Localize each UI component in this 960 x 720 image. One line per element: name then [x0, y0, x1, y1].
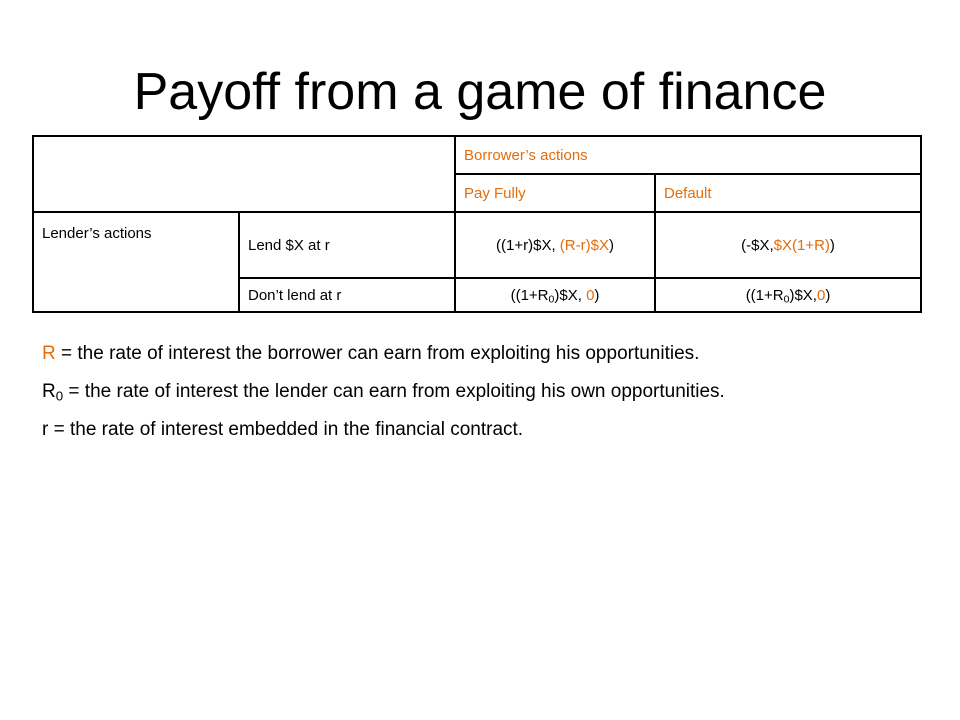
definition-R-symbol: R	[42, 343, 56, 364]
lender-actions-header: Lender’s actions	[33, 212, 239, 312]
lend-pay-borrower-payoff: (R-r)$X	[559, 236, 609, 254]
dont-default-subscript: 0	[783, 293, 790, 306]
lend-row-label: Lend $X at r	[239, 212, 455, 278]
empty-corner-cell	[33, 136, 455, 212]
lend-default-cell	[655, 212, 921, 278]
dont-pay-open: ((1+R	[510, 286, 549, 304]
dont-default-cell	[655, 278, 921, 312]
default-header: Default	[655, 174, 921, 212]
lend-pay-lender-payoff: ((1+r)$X,	[496, 236, 560, 254]
definition-R0-subscript: 0	[55, 388, 64, 404]
dont-pay-mid: )$X,	[554, 286, 587, 304]
lend-default-close: )	[829, 236, 835, 254]
definitions	[42, 342, 725, 456]
table-row-lend	[33, 212, 921, 278]
dont-pay-subscript: 0	[548, 293, 555, 306]
lend-default-borrower-payoff: $X(1+R)	[773, 236, 830, 254]
definition-R-text: = the rate of interest the borrower can earn from exploiting his opportunities.	[55, 343, 700, 364]
definition-R0	[42, 380, 725, 404]
dont-default-mid: )$X,	[789, 286, 817, 304]
lend-pay-cell	[455, 212, 655, 278]
pay-fully-header: Pay Fully	[455, 174, 655, 212]
dont-default-borrower-payoff: 0	[816, 286, 826, 304]
definition-R0-text: = the rate of interest the lender can earn from exploiting his own opportunities.	[63, 381, 725, 402]
dont-pay-close: )	[594, 286, 600, 304]
definition-r: r = the rate of interest embedded in the financial contract.	[42, 419, 524, 440]
dont-pay-borrower-payoff: 0	[586, 286, 595, 304]
dont-default-open: ((1+R	[745, 286, 784, 304]
lend-default-lender-payoff: (-$X,	[741, 236, 774, 254]
dont-pay-cell	[455, 278, 655, 312]
definition-R0-symbol: R	[42, 381, 56, 402]
dont-default-close: )	[825, 286, 831, 304]
definition-R	[42, 342, 725, 366]
lend-pay-close: )	[608, 236, 614, 254]
table-header-row	[33, 136, 921, 174]
slide-title: Payoff from a game of finance	[133, 63, 827, 121]
payoff-table	[32, 135, 922, 313]
dont-lend-row-label: Don’t lend at r	[239, 278, 455, 312]
borrower-actions-header: Borrower’s actions	[455, 136, 921, 174]
